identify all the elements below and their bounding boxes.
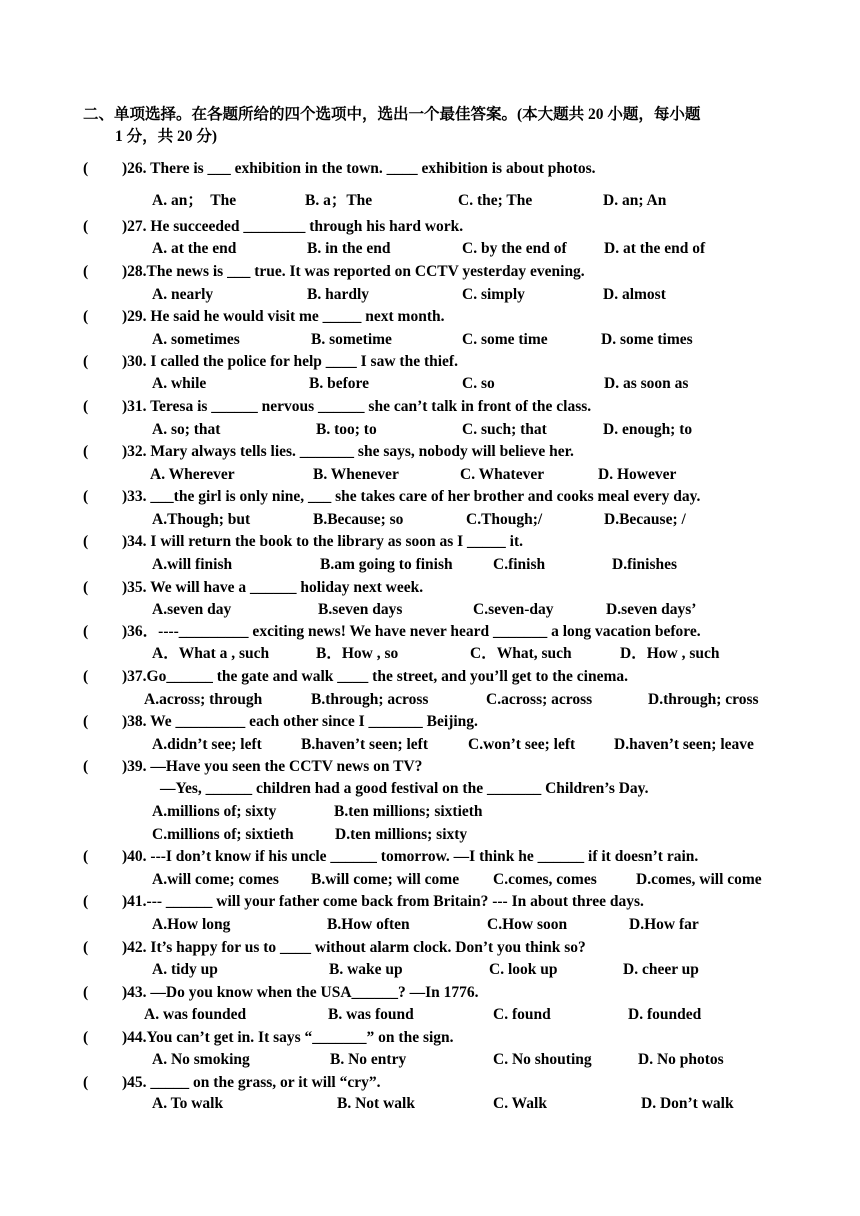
answer-paren-open: ( xyxy=(83,308,89,325)
option-text: D. enough; to xyxy=(603,421,693,438)
option-text: A．What a , such xyxy=(152,645,270,662)
option-text: B.Because; so xyxy=(313,511,404,528)
section-title-line1: 二、单项选择。在各题所给的四个选项中，选出一个最佳答案。(本大题共 20 小题，每小题 xyxy=(83,106,701,123)
answer-paren-open: ( xyxy=(83,758,89,775)
option-text: B. too; to xyxy=(316,421,377,438)
question-stem: )34. I will return the book to the library as soon as I _____ it. xyxy=(122,533,524,550)
option-text: A.How long xyxy=(152,916,231,933)
answer-paren-open: ( xyxy=(83,579,89,596)
question-stem-row xyxy=(0,937,860,959)
option-text: B.seven days xyxy=(318,601,403,618)
option-text: A. Wherever xyxy=(150,466,235,483)
question-stem-row xyxy=(0,711,860,733)
option-text: A.Though; but xyxy=(152,511,251,528)
question-stem-row xyxy=(0,531,860,553)
question-stem: )28.The news is ___ true. It was reported on CCTV yesterday evening. xyxy=(122,263,585,280)
answer-paren-open: ( xyxy=(83,353,89,370)
option-text: D.Because; / xyxy=(604,511,686,528)
option-text: C.Though;/ xyxy=(466,511,543,528)
option-text: A. so; that xyxy=(152,421,221,438)
question-stem-row xyxy=(0,846,860,868)
option-text: A.will come; comes xyxy=(152,871,279,888)
option-text: C. simply xyxy=(462,286,525,303)
option-text: A. nearly xyxy=(152,286,214,303)
question-stem-row xyxy=(0,1072,860,1094)
option-text: C. Whatever xyxy=(460,466,545,483)
option-text: A. was founded xyxy=(144,1006,247,1023)
option-text: A. sometimes xyxy=(152,331,240,348)
option-text: D. an; An xyxy=(603,192,667,209)
option-text: A.millions of; sixty xyxy=(152,803,277,820)
answer-paren-open: ( xyxy=(83,939,89,956)
option-text: B. Whenever xyxy=(313,466,399,483)
option-text: D.seven days’ xyxy=(606,601,697,618)
question-stem: )33. ___the girl is only nine, ___ she takes care of her brother and cooks meal every day. xyxy=(122,488,701,505)
answer-paren-open: ( xyxy=(83,668,89,685)
option-text: A. at the end xyxy=(152,240,237,257)
question-stem: )40. ---I don’t know if his uncle ______ tomorrow. —I think he ______ if it doesn’t rain. xyxy=(122,848,699,865)
question-stem: )36．----_________ exciting news! We have never heard _______ a long vacation before. xyxy=(122,623,701,640)
question-stem: )26. There is ___ exhibition in the town. ____ exhibition is about photos. xyxy=(122,160,596,177)
question-stem: )37.Go______ the gate and walk ____ the street, and you’ll get to the cinema. xyxy=(122,668,629,685)
option-text: B. a；The xyxy=(305,192,373,209)
question-stem-row xyxy=(0,891,860,913)
option-text: D. cheer up xyxy=(623,961,699,978)
question-stem-row xyxy=(0,621,860,643)
question-stem: )29. He said he would visit me _____ next month. xyxy=(122,308,445,325)
question-stem: )31. Teresa is ______ nervous ______ she can’t talk in front of the class. xyxy=(122,398,592,415)
option-text: D. No photos xyxy=(638,1051,724,1068)
option-text: B. in the end xyxy=(307,240,391,257)
option-text: A.will finish xyxy=(152,556,233,573)
option-text: A.across; through xyxy=(144,691,263,708)
question-stem: )45. _____ on the grass, or it will “cry”. xyxy=(122,1074,381,1091)
option-text: B．How , so xyxy=(316,645,399,662)
option-text: A.didn’t see; left xyxy=(152,736,262,753)
answer-paren-open: ( xyxy=(83,848,89,865)
question-stem: )38. We _________ each other since I _______ Beijing. xyxy=(122,713,478,730)
option-text: A. an； The xyxy=(152,192,237,209)
answer-paren-open: ( xyxy=(83,263,89,280)
option-text: C.seven-day xyxy=(473,601,554,618)
question-stem-row xyxy=(0,351,860,373)
answer-paren-open: ( xyxy=(83,160,89,177)
option-text: C. by the end of xyxy=(462,240,567,257)
option-text: B.haven’t seen; left xyxy=(301,736,428,753)
option-text: D. almost xyxy=(603,286,666,303)
answer-paren-open: ( xyxy=(83,984,89,1001)
question-stem: )44.You can’t get in. It says “_______” on the sign. xyxy=(122,1029,454,1046)
option-text: B. was found xyxy=(328,1006,414,1023)
option-text: D.finishes xyxy=(612,556,678,573)
question-stem-continuation: —Yes, ______ children had a good festival on the _______ Children’s Day. xyxy=(160,780,649,797)
option-text: D. as soon as xyxy=(604,375,689,392)
option-text: B. before xyxy=(309,375,369,392)
option-text: D.ten millions; sixty xyxy=(335,826,468,843)
answer-paren-open: ( xyxy=(83,398,89,415)
option-text: C.How soon xyxy=(487,916,568,933)
option-text: A.seven day xyxy=(152,601,232,618)
question-stem: )30. I called the police for help ____ I saw the thief. xyxy=(122,353,458,370)
option-text: C. look up xyxy=(489,961,558,978)
option-text: C.finish xyxy=(493,556,546,573)
question-stem-row xyxy=(0,306,860,328)
option-text: B. No entry xyxy=(330,1051,407,1068)
option-text: D. However xyxy=(598,466,677,483)
option-text: C.won’t see; left xyxy=(468,736,576,753)
option-text: D. at the end of xyxy=(604,240,706,257)
section-title xyxy=(83,104,783,148)
question-stem-row xyxy=(0,216,860,238)
answer-paren-open: ( xyxy=(83,893,89,910)
option-text: A. To walk xyxy=(152,1095,224,1112)
answer-paren-open: ( xyxy=(83,1029,89,1046)
option-text: B.through; across xyxy=(311,691,429,708)
answer-paren-open: ( xyxy=(83,623,89,640)
answer-paren-open: ( xyxy=(83,488,89,505)
option-text: D.comes, will come xyxy=(636,871,762,888)
option-text: C.millions of; sixtieth xyxy=(152,826,294,843)
answer-paren-open: ( xyxy=(83,533,89,550)
question-stem-row xyxy=(0,756,860,778)
question-stem: )41.--- ______ will your father come back from Britain? --- In about three days. xyxy=(122,893,644,910)
question-stem: )35. We will have a ______ holiday next week. xyxy=(122,579,424,596)
option-text: C．What, such xyxy=(470,645,572,662)
option-text: D. founded xyxy=(628,1006,702,1023)
option-text: D. Don’t walk xyxy=(641,1095,734,1112)
option-text: C.across; across xyxy=(486,691,593,708)
option-text: A. No smoking xyxy=(152,1051,250,1068)
option-text: B.will come; will come xyxy=(311,871,460,888)
option-text: B. wake up xyxy=(329,961,403,978)
question-stem-row xyxy=(0,158,860,180)
option-text: C. found xyxy=(493,1006,551,1023)
option-text: D. some times xyxy=(601,331,693,348)
option-text: B. hardly xyxy=(307,286,370,303)
question-stem: )27. He succeeded ________ through his hard work. xyxy=(122,218,464,235)
option-text: B.am going to finish xyxy=(320,556,453,573)
option-text: C. such; that xyxy=(462,421,547,438)
question-stem-row xyxy=(0,1027,860,1049)
option-text: B.How often xyxy=(327,916,410,933)
question-stem-row xyxy=(0,486,860,508)
option-text: A. while xyxy=(152,375,207,392)
answer-paren-open: ( xyxy=(83,1074,89,1091)
answer-paren-open: ( xyxy=(83,443,89,460)
question-stem-row xyxy=(0,441,860,463)
section-title-line2: 1 分，共 20 分) xyxy=(115,128,218,145)
option-text: D.haven’t seen; leave xyxy=(614,736,754,753)
question-stem: )42. It’s happy for us to ____ without alarm clock. Don’t you think so? xyxy=(122,939,586,956)
option-text: C. Walk xyxy=(493,1095,547,1112)
option-text: C. so xyxy=(462,375,495,392)
option-text: B. Not walk xyxy=(337,1095,415,1112)
option-text: A. tidy up xyxy=(152,961,218,978)
option-text: C. No shouting xyxy=(493,1051,592,1068)
option-text: C. some time xyxy=(462,331,548,348)
question-stem-row xyxy=(0,577,860,599)
option-text: B. sometime xyxy=(311,331,392,348)
question-stem-row xyxy=(0,261,860,283)
question-stem: )43. —Do you know when the USA______? —In 1776. xyxy=(122,984,479,1001)
option-text: D.through; cross xyxy=(648,691,759,708)
question-stem-line2 xyxy=(0,778,860,800)
question-stem-row xyxy=(0,666,860,688)
question-stem-row xyxy=(0,982,860,1004)
option-text: D．How , such xyxy=(620,645,720,662)
option-text: C. the; The xyxy=(458,192,533,209)
option-text: C.comes, comes xyxy=(493,871,597,888)
question-stem: )39. —Have you seen the CCTV news on TV? xyxy=(122,758,423,775)
answer-paren-open: ( xyxy=(83,218,89,235)
option-text: D.How far xyxy=(629,916,699,933)
question-stem-row xyxy=(0,396,860,418)
question-stem: )32. Mary always tells lies. _______ she says, nobody will believe her. xyxy=(122,443,574,460)
answer-paren-open: ( xyxy=(83,713,89,730)
option-text: B.ten millions; sixtieth xyxy=(334,803,483,820)
